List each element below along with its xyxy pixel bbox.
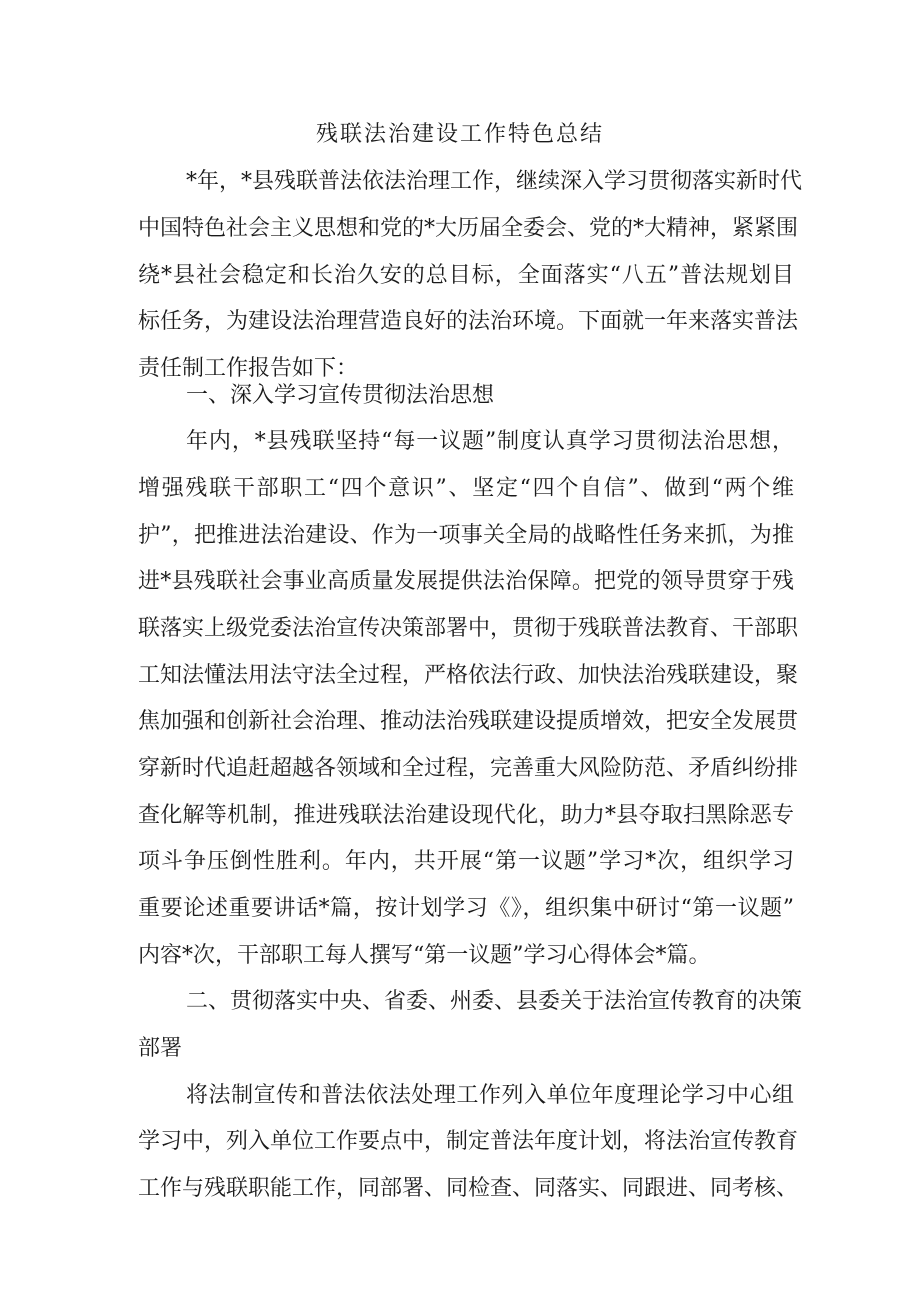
paragraph-line: 责任制工作报告如下： (138, 356, 359, 381)
paragraph-line: 穿新时代追赶超越各领域和全过程，完善重大风险防范、矛盾纠纷排 (138, 756, 799, 781)
paragraph-line: 绕*县社会稳定和长治久安的总目标，全面落实“八五”普法规划目 (138, 263, 794, 288)
paragraph-line: 护”，把推进法治建设、作为一项事关全局的战略性任务来抓，为推 (138, 523, 794, 548)
paragraph-line: 焦加强和创新社会治理、推动法治残联建设提质增效，把安全发展贯 (138, 709, 799, 734)
paragraph-line: 中国特色社会主义思想和党的*大历届全委会、党的*大精神，紧紧围 (138, 216, 799, 241)
paragraph-line: 增强残联干部职工“四个意识”、坚定“四个自信”、做到“两个维 (138, 476, 794, 501)
paragraph-line: 学习中，列入单位工作要点中，制定普法年度计划，将法治宣传教育 (138, 1129, 799, 1154)
paragraph-line: 进*县残联社会事业高质量发展提供法治保障。把党的领导贯穿于残 (138, 569, 794, 594)
paragraph-line: 项斗争压倒性胜利。年内，共开展“第一议题”学习*次，组织学习 (138, 849, 794, 874)
section-heading: 一、深入学习宣传贯彻法治思想 (186, 383, 495, 408)
paragraph-line: 重要论述重要讲话*篇，按计划学习《》，组织集中研讨“第一议题” (138, 896, 794, 921)
paragraph-line: 年内，*县残联坚持“每一议题”制度认真学习贯彻法治思想， (186, 429, 794, 454)
section-heading-continued: 部署 (138, 1036, 183, 1061)
paragraph-line: 工作与残联职能工作，同部署、同检查、同落实、同跟进、同考核、 (138, 1176, 799, 1201)
document-title: 残联法治建设工作特色总结 (315, 122, 604, 147)
section-heading: 二、贯彻落实中央、省委、州委、县委关于法治宣传教育的决策 (186, 989, 803, 1014)
paragraph-line: *年，*县残联普法依法治理工作，继续深入学习贯彻落实新时代 (186, 169, 803, 194)
paragraph-line: 标任务，为建设法治理营造良好的法治环境。下面就一年来落实普法 (138, 309, 799, 334)
paragraph-line: 将法制宣传和普法依法处理工作列入单位年度理论学习中心组 (186, 1083, 794, 1108)
paragraph-line: 查化解等机制，推进残联法治建设现代化，助力*县夺取扫黑除恶专 (138, 803, 794, 828)
paragraph-line: 内容*次，干部职工每人撰写“第一议题”学习心得体会*篇。 (138, 943, 711, 968)
paragraph-line: 联落实上级党委法治宣传决策部署中，贯彻于残联普法教育、干部职 (138, 616, 799, 641)
paragraph-line: 工知法懂法用法守法全过程，严格依法行政、加快法治残联建设，聚 (138, 663, 799, 688)
